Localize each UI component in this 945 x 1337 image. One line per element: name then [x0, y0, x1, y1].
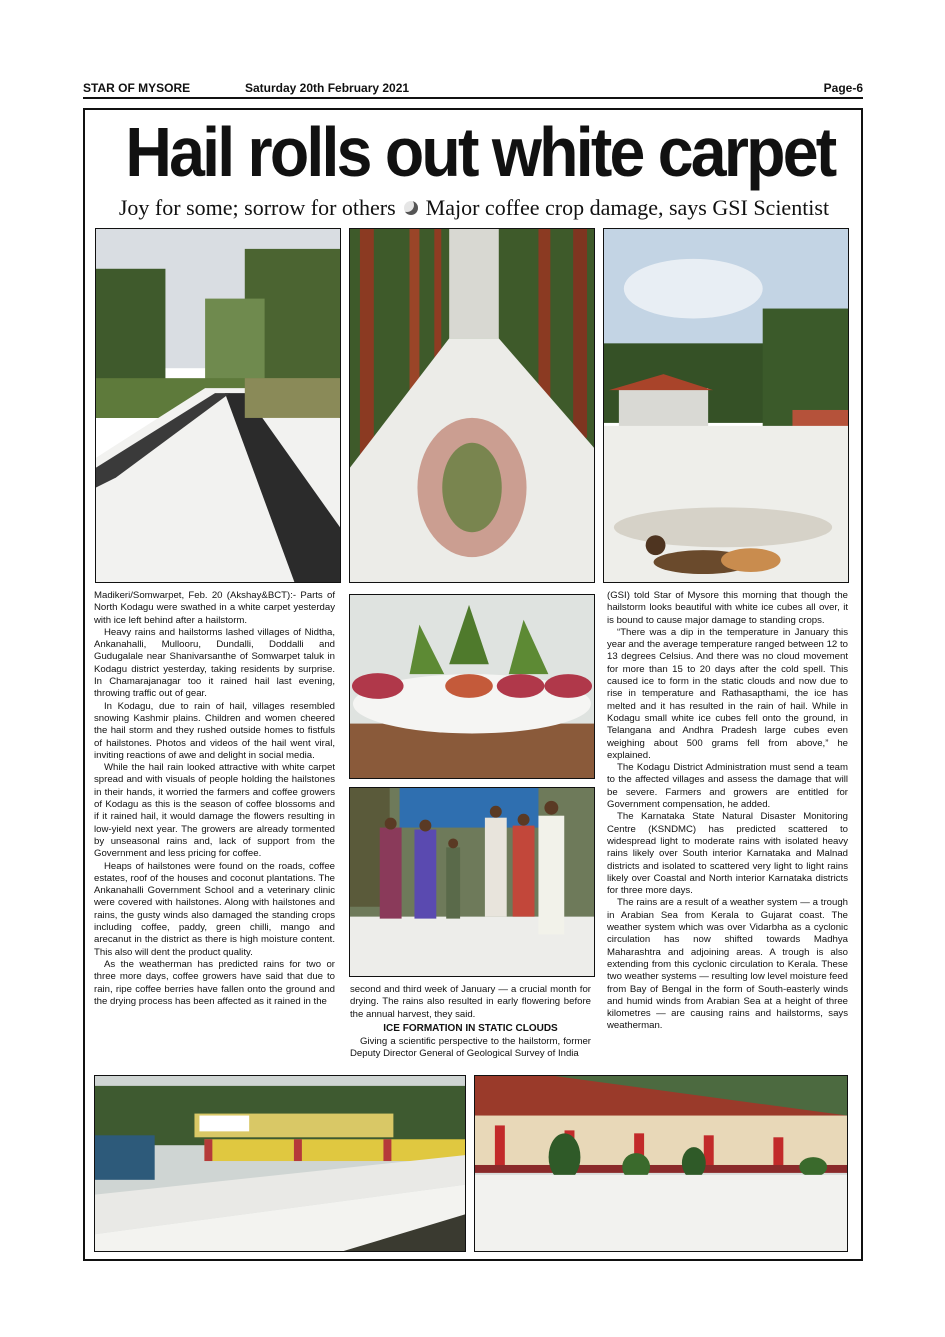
subhead-left: Joy for some; sorrow for others	[118, 195, 396, 220]
subhead-right: Major coffee crop damage, says GSI Scientist	[425, 195, 830, 220]
photo-school-yard	[94, 1075, 466, 1252]
headline: Hail rolls out white carpet	[125, 113, 835, 191]
publication-name: STAR OF MYSORE	[83, 81, 191, 95]
article-column-3	[607, 590, 848, 1068]
photo-long-building	[474, 1075, 848, 1252]
article-paragraph: While the hail rain looked attractive with white carpet spread and with visuals of people holding the hailstones in their hands, it worried the farmers and coffee growers of Kodagu as this is the season of coffee blossoms and if it rained hail, it would damage the flowers resulting in low-yield next year. The growers are already tormented by unseasonal rains and, lack of support from the Government and less pricing for coffee.	[94, 762, 335, 860]
article-paragraph: (GSI) told Star of Mysore this morning that though the hailstorm looks beautiful with white ice cubes all over, it is bound to cause major damage to standing crops.	[607, 590, 848, 626]
article-paragraph: The Kodagu District Administration must send a team to the affected villages and assess the damage that will be severe. Farmers and growers are entitled for Government compensation, he added.	[607, 762, 848, 811]
article-paragraph: Heaps of hailstones were found on the roads, coffee estates, roof of the houses and coconut plantations. The Ankanahalli Government School and a veterinary clinic were covered with hailstones. Along with hailstones and rains, the gusty winds also damaged the standing crops including coffee, paddy, green chilli, mango and arecanut in the district as there is high moisture content. This also will dent the product quality.	[94, 860, 335, 958]
article-paragraph: Madikeri/Somwarpet, Feb. 20 (Akshay&BCT):- Parts of North Kodagu were swathed in a white carpet yesterday with ice left behind after a hailstorm.	[94, 590, 335, 626]
photo-coffee-estate	[349, 228, 595, 583]
article-paragraph: Heavy rains and hailstorms lashed villages of Nidtha, Ankanahalli, Mullooru, Dundalli, Doddalli and Gudugalale near Shanivarsanthe of Somwarpet taluk in Kodagu district yesterday, taking residents by surprise. In Chamarajanagar too it rained hail last evening, throwing traffic out of gear.	[94, 626, 335, 700]
photo-house-dog	[603, 228, 849, 583]
photo-villagers-hailstones	[349, 787, 595, 977]
subhead	[95, 194, 853, 222]
photo-hail-road	[95, 228, 341, 583]
article-paragraph: As the weatherman has predicted rains for two or three more days, coffee growers have said that due to rain, ripe coffee berries have fallen onto the ground and the drying process has been affected as it rained in the	[94, 958, 335, 1007]
article-column-2	[350, 984, 591, 1068]
photo-potted-plants	[349, 594, 595, 779]
article-column-1	[94, 590, 335, 1068]
article-paragraph: In Kodagu, due to rain of hail, villages resembled snowing Kashmir plains. Children and women cheered the hail storm and they rushed outside homes to fistfuls of hailstones. Photos and videos of the hail went viral, inviting reactions of awe and delight in social media.	[94, 700, 335, 761]
moon-bullet-icon	[404, 201, 418, 215]
section-subheading: ICE FORMATION IN STATIC CLOUDS	[383, 1022, 558, 1034]
article-paragraph: The rains are a result of a weather system — a trough in Arabian Sea from Kerala to Gujarat coast. The weather system which was over Vidarbha as a cyclonic circulation has now shifted towards Madhya Maharashtra and adjoining areas. A trough is also extending from this cyclonic circulation to Kerala. These two weather systems — resulting low level moisture feed from Bay of Bengal in the form of South-easterly winds and humid winds from Arabian Sea at a height of three kilometres — are causing rains and hailstorms, says weatherman.	[607, 897, 849, 1032]
page-number: Page-6	[823, 81, 863, 95]
article-paragraph: second and third week of January — a crucial month for drying. The rains also resulted in early flowering before the annual harvest, they said.	[350, 984, 591, 1020]
article-paragraph: Giving a scientific perspective to the hailstorm, former Deputy Director General of Geological Survey of India	[350, 1036, 591, 1060]
issue-date: Saturday 20th February 2021	[245, 81, 410, 95]
article-paragraph: The Karnataka State Natural Disaster Monitoring Centre (KSNDMC) has predicted scattered to widespread light to moderate rains with isolated heavy rains likely over South interior Karnataka and Malnad districts and isolated to scattered very light to light rains likely over Coastal and North interior Karnataka districts for three more days.	[607, 811, 848, 897]
article-paragraph: “There was a dip in the temperature in January this year and the average temperature ranged between 12 to 13 degrees Celsius. And there was no cloud movement for more than 15 to 20 days after the cold spell. This caused ice to form in the static clouds and now due to rise in temperature and Rathasapthami, the ice has melted and it has resulted in the rain of hail. While in Kodagu small white ice cubes fell onto the ground, in Telangana and Andhra Pradesh large cubes even weighing about 500 grams fell from above,” he explained.	[607, 626, 848, 761]
masthead	[83, 79, 863, 99]
